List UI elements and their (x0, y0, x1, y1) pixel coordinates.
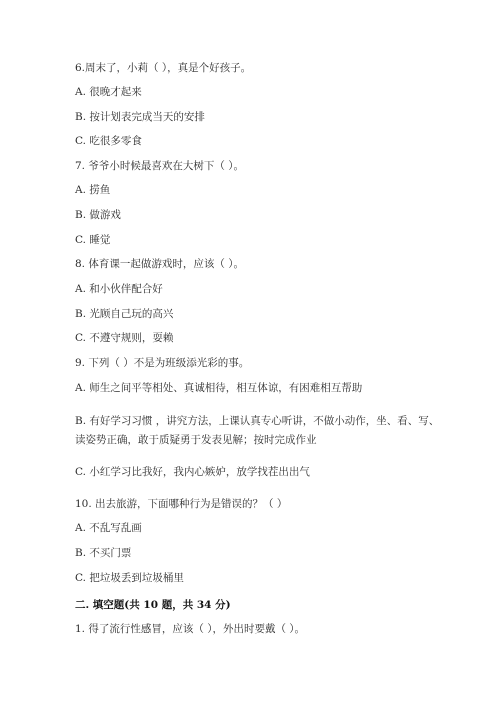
question-7: 7. 爷爷小时候最喜欢在大树下（ ）。 (75, 160, 244, 172)
section-heading-fill-in: 二. 填空题(共 10 题，共 34 分) (75, 599, 231, 611)
question-8-option-a: A. 和小伙伴配合好 (75, 283, 163, 295)
question-7-option-c: C. 睡觉 (75, 234, 111, 246)
question-9-option-b-cont: 读姿势正确，敢于质疑勇于发表见解；按时完成作业 (75, 434, 317, 446)
question-6-option-a: A. 很晚才起来 (75, 86, 142, 98)
question-9-option-b: B. 有好学习习惯 ，讲究方法，上课认真专心听讲，不做小动作，坐、看、写、 (75, 415, 440, 427)
question-10: 10. 出去旅游，下面哪种行为是错误的？（ ） (75, 498, 288, 510)
question-8: 8. 体育课一起做游戏时，应该（ ）。 (75, 258, 244, 270)
question-9: 9. 下列（ ）不是为班级添光彩的事。 (75, 357, 250, 369)
question-9-option-a: A. 师生之间平等相处、真诚相待，相互体谅，有困难相互帮助 (75, 382, 363, 394)
question-6-option-b: B. 按计划表完成当天的安排 (75, 111, 205, 123)
question-7-option-a: A. 捞鱼 (75, 184, 111, 196)
question-10-option-b: B. 不买门票 (75, 547, 132, 559)
question-9-option-c: C. 小红学习比我好，我内心嫉妒，放学找茬出出气 (75, 466, 310, 478)
question-8-option-b: B. 光顾自己玩的高兴 (75, 308, 174, 320)
question-7-option-b: B. 做游戏 (75, 209, 121, 221)
question-6: 6.周末了，小莉（ ），真是个好孩子。 (75, 62, 252, 74)
question-10-option-c: C. 把垃圾丢到垃圾桶里 (75, 572, 184, 584)
question-6-option-c: C. 吃很多零食 (75, 135, 142, 147)
question-8-option-c: C. 不遵守规则，耍赖 (75, 332, 174, 344)
fill-in-question-1: 1. 得了流行性感冒，应该（ ），外出时要戴（ ）。 (75, 623, 306, 635)
question-10-option-a: A. 不乱写乱画 (75, 522, 142, 534)
